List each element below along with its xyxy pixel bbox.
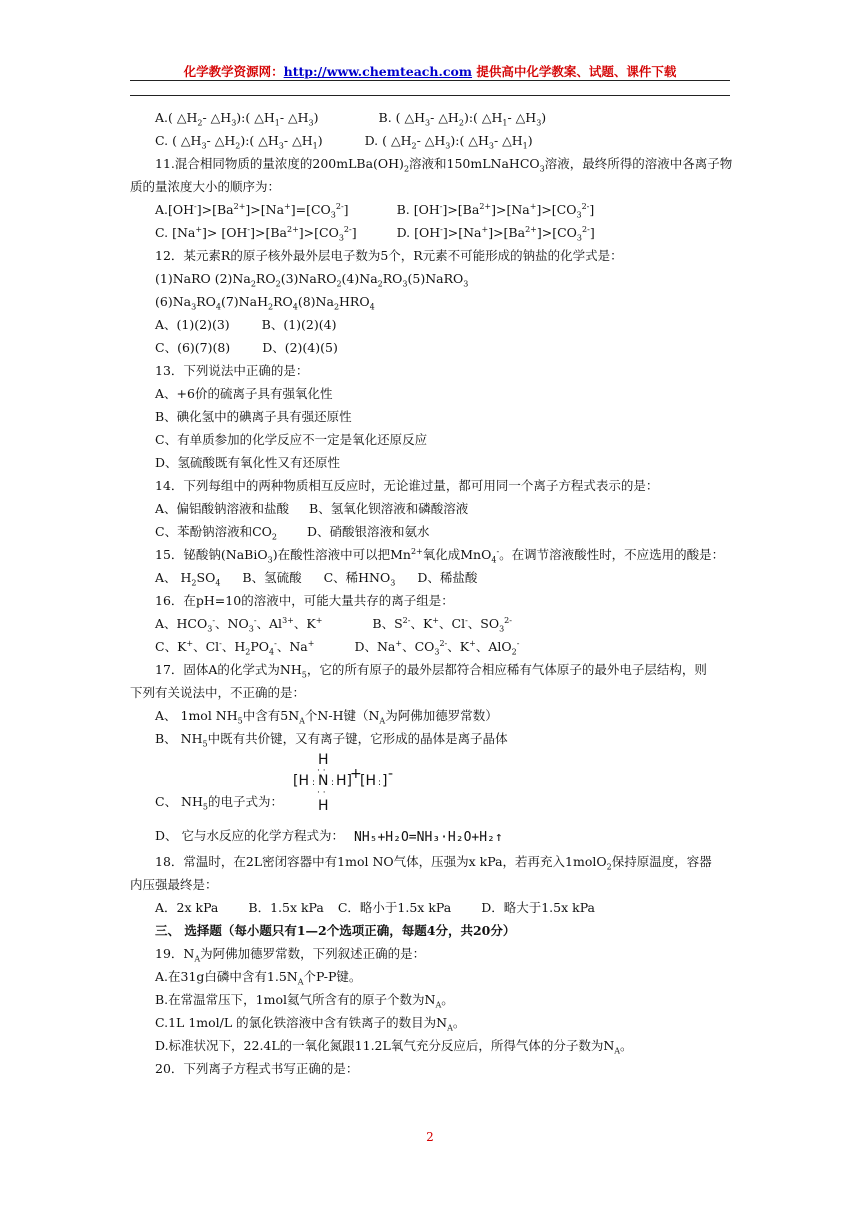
q12-list-1: (1)NaRO $(2)Na_2RO_2(3)NaRO_2(4)Na_2RO_3(5)NaRO_3$ — [155, 271, 469, 289]
q14-options-cd: C、苯酚钠溶液和$CO_2$ D、硝酸银溶液和氨水 — [155, 524, 430, 542]
q11-options-cd: C. $[Na^+]> [OH^-]>[Ba^{2+}]>[CO_3^{2-}]$ D. $[OH^-]>[Na^+]>[Ba^{2+}]>[CO_3^{2-}]$ — [155, 224, 595, 243]
q16-options-cd: C、K+、Cl-、$H_2PO_4^-$、Na+ D、Na+、$CO_3^{2-}$、K+、AlO$_2$- — [155, 638, 520, 657]
q17-option-c: H · · [H : N : H] + [H : ] - · · H C、 $NH_5$的电子式为： — [130, 750, 730, 820]
reaction-equation-figure — [352, 820, 552, 848]
q11-options-ab: $A.[OH^-]>[Ba^{2+}]>[Na^+]=[CO_3^{2-}]$ B. $[OH^-]>[Ba^{2+}]>[Na^+]>[CO_3^{2-}]$ — [155, 201, 595, 220]
q17-stem: 17．固体A的化学式为$NH_5$，它的所有原子的最外层都符合相应稀有气体原子的最外电子层结构，则 — [155, 662, 707, 680]
header-site-name: 化学教学资源网： — [183, 64, 284, 79]
svg-text:-: - — [388, 766, 394, 782]
q19-option-b: B.在常温常压下，1mol氦气所含有的原子个数为$N_A$。 — [155, 992, 454, 1010]
q13-option-d: D、氢硫酸既有氧化性又有还原性 — [155, 455, 341, 470]
page-number: 2 — [426, 1130, 434, 1144]
q18-options: A．2x kPa B．1.5x kPa C．略小于1.5x kPa D．略大于1.5x kPa — [155, 900, 596, 915]
svg-text:[H: [H — [293, 773, 309, 789]
q17-option-b: B、 $NH_5$中既有共价键，又有离子键，它形成的晶体是离子晶体 — [155, 731, 508, 749]
electron-structure-figure — [290, 750, 400, 820]
svg-text:· ·: · · — [317, 788, 326, 798]
q18-stem: 18．常温时，在2L密闭容器中有1mol NO气体，压强为x kPa，若再充入1molO$_2$保持原温度，容器 — [155, 854, 712, 872]
q13-option-b: B、碘化氢中的碘离子具有强还原性 — [155, 409, 352, 424]
q13-option-a: A、+6价的硫离子具有强氧化性 — [155, 386, 333, 401]
q17-stem-cont: 下列有关说法中，不正确的是： — [130, 685, 306, 700]
q10-options-cd: C. ( $\triangle H_3-$ $\triangle H_2$):( $\triangle H_3-$ $\triangle H_1$) D. ( $\triangle H_2-$ $\triangle H_3$):( $\triangle H_3-$ $\triangle H_1$) — [155, 133, 533, 151]
q17-option-a: A、 1mol $NH_5$中含有$5N_A$个N-H键（$N_A$为阿佛加德罗常数） — [155, 708, 498, 726]
svg-text:H: H — [318, 798, 329, 814]
q14-stem: 14．下列每组中的两种物质相互反应时，无论谁过量，都可用同一个离子方程式表示的是： — [155, 478, 659, 493]
q16-options-ab: A、$HCO_3^-$、$NO_3^-$、$Al^{3+}$、K+ B、$S^{2-}$、K+、Cl-、$SO_3^{2-}$ — [155, 615, 512, 634]
q11-stem: 11.混合相同物质的量浓度的$200mLBa(OH)_2$溶液和150mLNaHCO$_3$溶液，最终所得的溶液中各离子物 — [155, 156, 733, 174]
header-tagline: 提供高中化学教案、试题、课件下载 — [472, 64, 677, 79]
q15-stem: 15．铋酸钠(NaBiO$_3$)在酸性溶液中可以把$Mn^{2+}$氧化成MnO$_4$-。在调节溶液酸性时，不应选用的酸是： — [155, 546, 725, 565]
svg-text::: : — [331, 778, 335, 788]
svg-text:[H: [H — [360, 773, 376, 789]
svg-text:· ·: · · — [317, 766, 326, 776]
page-header — [130, 62, 730, 80]
q18-stem-cont: 内压强最终是： — [130, 877, 218, 892]
q12-list-2: $(6)Na_3RO_4(7)NaH_2RO_4(8)Na_2HRO_4$ — [155, 294, 375, 312]
q20-stem: 20．下列离子方程式书写正确的是： — [155, 1061, 359, 1076]
q13-stem: 13．下列说法中正确的是： — [155, 363, 309, 378]
q10-options-ab: A.( $\triangle H_2-$ $\triangle H_3$):( $\triangle H_1-$ $\triangle H_3$) B. ( $\triangle H_3-$ $\triangle H_2$):( $\triangle H_1-$ $\triangle H_3$) — [155, 110, 547, 128]
svg-text::: : — [312, 778, 316, 788]
svg-text:N: N — [318, 773, 329, 789]
q15-options: A、 $H_2SO_4$ B、氢硫酸 C、稀$HNO_3$ D、稀盐酸 — [155, 570, 478, 588]
header-rule-lower — [130, 95, 730, 96]
svg-text:+: + — [350, 766, 362, 782]
svg-text:]: ] — [382, 773, 388, 789]
q19-option-a: A.在31g白磷中含有$1.5N_A$个P-P键。 — [155, 969, 362, 987]
q12-options-cd: C、(6)(7)(8) D、(2)(4)(5) — [155, 340, 338, 355]
q14-options-ab: A、偏铝酸钠溶液和盐酸 B、氢氧化钡溶液和磷酸溶液 — [155, 501, 469, 516]
q11-stem-cont: 质的量浓度大小的顺序为： — [130, 179, 281, 194]
q12-stem: 12．某元素R的原子核外最外层电子数为5个，R元素不可能形成的钠盐的化学式是： — [155, 248, 623, 263]
svg-text::: : — [378, 778, 382, 788]
svg-text:NH₅+H₂O=NH₃·H₂O+H₂↑: NH₅+H₂O=NH₃·H₂O+H₂↑ — [354, 830, 503, 845]
exam-content — [130, 106, 733, 1080]
header-rule — [130, 80, 730, 81]
q19-option-d: D.标准状况下，22.4L的一氧化氮跟11.2L氧气充分反应后，所得气体的分子数为$N_A$。 — [155, 1038, 633, 1056]
q13-option-c: C、有单质参加的化学反应不一定是氧化还原反应 — [155, 432, 428, 447]
q19-stem: 19．$N_A$为阿佛加德罗常数，下列叙述正确的是： — [155, 946, 426, 964]
q12-options-ab: A、(1)(2)(3) B、(1)(2)(4) — [155, 317, 337, 332]
header-url-link[interactable]: http://www.chemteach.com — [283, 64, 473, 79]
svg-text:H: H — [318, 752, 329, 768]
svg-text:H]: H] — [336, 773, 352, 789]
q17-option-d: D、 它与水反应的化学方程式为： NH₅+H₂O=NH₃·H₂O+H₂↑ — [130, 820, 730, 850]
section-three-heading: 三、 选择题（每小题只有1—2个选项正确，每题4分，共20分） — [155, 923, 516, 938]
q16-stem: 16．在pH=10的溶液中，可能大量共存的离子组是： — [155, 593, 454, 608]
q19-option-c: C.1L 1mol/L 的氯化铁溶液中含有铁离子的数目为$N_A$。 — [155, 1015, 466, 1033]
